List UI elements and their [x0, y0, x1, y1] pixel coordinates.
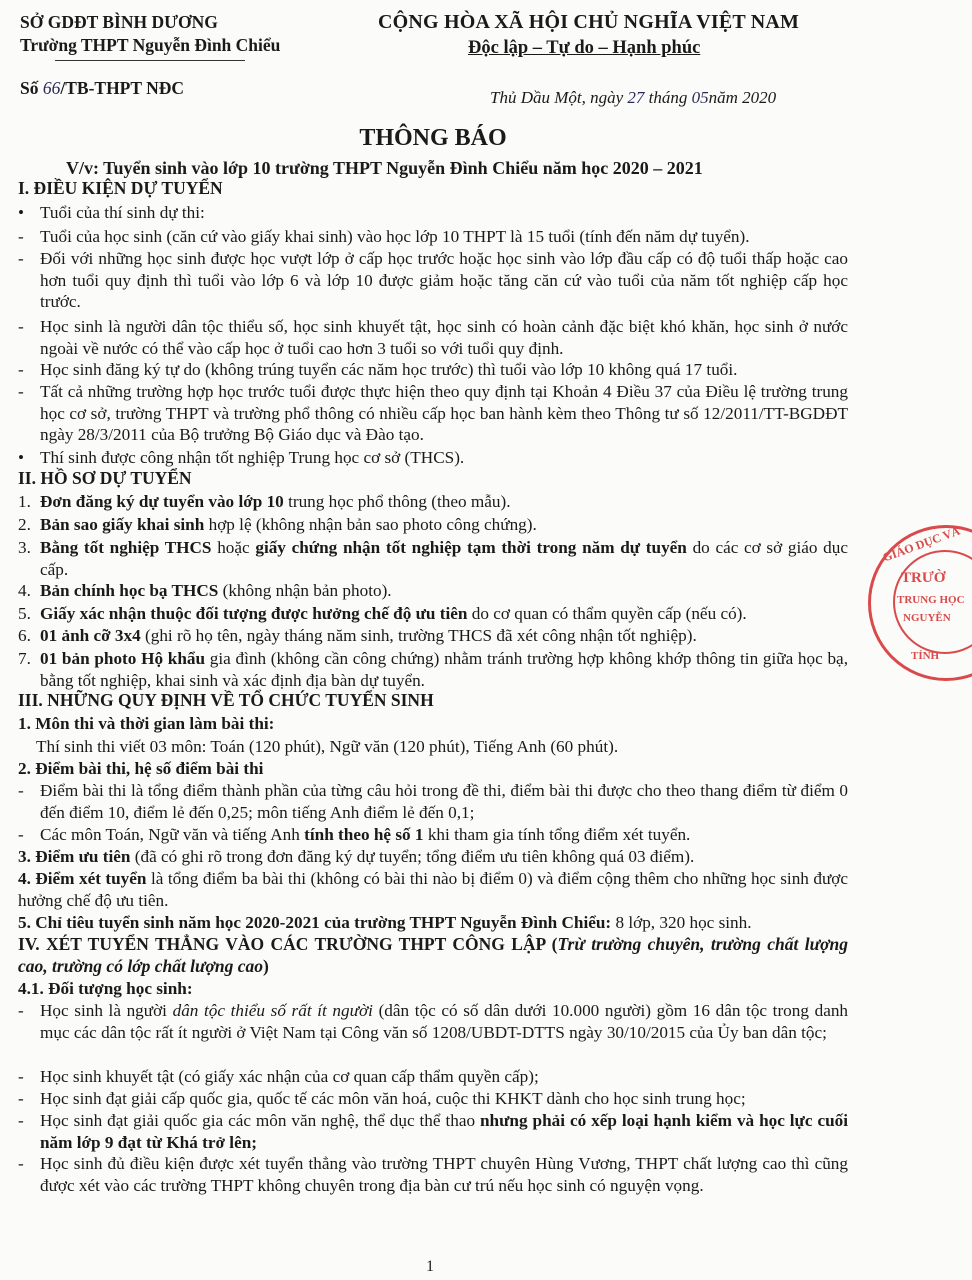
s4-heading-italic: Trừ trường chuyên, trường chất lượng cao, trường có lớp chất lượng cao [18, 934, 848, 976]
s3-sub3-bold: 3. Điểm ưu tiên [18, 847, 131, 866]
date-month-label: tháng [644, 88, 692, 107]
s2-item-7-rest: gia đình (không cần công chứng) nhằm tránh trường hợp không khớp thông tin giữa học bạ, bằng tốt nghiệp, khai sinh và xác định địa bàn dự tuyển. [40, 649, 848, 690]
s4-heading-end: ) [263, 955, 269, 976]
s2-item-4 [40, 580, 848, 602]
header-underline [55, 60, 245, 61]
s2-item-3-mid: hoặc [211, 538, 256, 557]
s2-item-5-bold: Giấy xác nhận thuộc đối tượng được hưởng chế độ ưu tiên [40, 604, 468, 623]
s3-sub3 [18, 846, 848, 868]
s3-sub2-d2 [40, 824, 848, 846]
s4-heading-main: IV. XÉT TUYỂN THẲNG VÀO CÁC TRƯỜNG THPT CÔNG LẬP ( [18, 934, 558, 954]
s1-d1: Tuổi của học sinh (căn cứ vào giấy khai sinh) vào học lớp 10 THPT là 15 tuổi (tính đến năm dự tuyển). [40, 227, 750, 246]
item-number: 7. [18, 649, 31, 668]
s3-sub5 [18, 912, 848, 934]
s2-item-3 [40, 537, 848, 580]
section-2-heading: II. HỒ SƠ DỰ TUYỂN [18, 468, 192, 488]
s3-sub2-d2-a: Các môn Toán, Ngữ văn và tiếng Anh [40, 825, 305, 844]
s2-item-3-rest: do các cơ sở giáo dục cấp. [40, 538, 849, 579]
bullet: • [18, 203, 25, 222]
section-4-heading [18, 934, 848, 977]
s3-sub4 [18, 868, 848, 911]
date-line [490, 87, 776, 109]
s3-sub2-d2-b: tính theo hệ số 1 [304, 825, 424, 844]
s3-sub4-bold: 4. Điểm xét tuyển [18, 869, 147, 888]
doc-number-suffix: /TB-THPT NĐC [60, 78, 185, 98]
dash: - [18, 1154, 24, 1173]
s2-item-1 [40, 491, 848, 513]
item-number: 6. [18, 626, 31, 645]
s3-sub5-rest: 8 lớp, 320 học sinh. [611, 913, 752, 932]
school-name: Trường THPT Nguyễn Đình Chiểu [20, 35, 281, 55]
s3-sub5-bold: 5. Chỉ tiêu tuyển sinh năm học 2020-2021 của trường THPT Nguyễn Đình Chiểu: [18, 913, 612, 932]
dash: - [18, 249, 24, 268]
date-day: 27 [627, 88, 645, 107]
s4-d2: Học sinh khuyết tật (có giấy xác nhận của cơ quan cấp thẩm quyền cấp); [40, 1067, 539, 1086]
s4-d3: Học sinh đạt giải cấp quốc gia, quốc tế các môn văn hoá, cuộc thi KHKT dành cho học sinh trung học; [40, 1089, 746, 1108]
school-stamp [868, 525, 972, 681]
republic-title: CỘNG HÒA XÃ HỘI CHỦ NGHĨA VIỆT NAM [378, 11, 800, 33]
s3-sub2: 2. Điểm bài thi, hệ số điểm bài thi [18, 759, 264, 778]
date-year: năm 2020 [708, 88, 777, 107]
s3-sub2-d1: Điểm bài thi là tổng điểm thành phần của từng câu hỏi trong đề thi, điểm bài thi được cho theo thang điểm từ điểm 0 đến điểm 10, điểm lẻ đến 0,25; môn tiếng Anh điểm lẻ đến 0,1; [40, 781, 848, 822]
doc-title: THÔNG BÁO [359, 125, 507, 151]
s4-sub: 4.1. Đối tượng học sinh: [18, 979, 193, 998]
dash: - [18, 781, 24, 800]
stamp-text-3: NGUYỄN [903, 612, 951, 624]
s1-d2: Đối với những học sinh được học vượt lớp ở cấp học trước hoặc học sinh vào lớp đầu cấp có độ tuổi thấp hoặc cao hơn tuổi quy định thì tuổi vào lớp 6 và lớp 10 được giảm hoặc tăng căn cứ vào tuổi của năm tốt nghiệp cấp học trước. [40, 249, 848, 312]
s4-d4-b: nhưng phải có xếp loại hạnh kiểm và học lực cuối năm lớp 9 đạt từ Khá trở lên; [40, 1111, 849, 1152]
s2-item-6-bold: 01 ảnh cỡ 3x4 [40, 626, 141, 645]
stamp-text-1: TRƯỜ [901, 570, 946, 586]
date-month: 05 [691, 88, 709, 107]
item-number: 1. [18, 492, 31, 511]
dash: - [18, 825, 24, 844]
stamp-text-bottom: TỈNH [911, 650, 940, 662]
item-number: 3. [18, 538, 31, 557]
s4-d1-b: dân tộc thiểu số rất ít người [172, 1001, 373, 1020]
s2-item-5 [40, 603, 848, 625]
s2-item-4-rest: (không nhận bản photo). [218, 581, 392, 600]
s4-d1 [40, 1000, 848, 1043]
section-1-heading: I. ĐIỀU KIỆN DỰ TUYỂN [18, 178, 223, 198]
dash: - [18, 227, 24, 246]
s3-sub3-rest: (đã có ghi rõ trong đơn đăng ký dự tuyển; tổng điểm ưu tiên không quá 03 điểm). [130, 847, 695, 866]
s2-item-2-bold: Bản sao giấy khai sinh [40, 515, 205, 534]
stamp-text-2: TRUNG HỌC [897, 594, 965, 606]
s4-d4-a: Học sinh đạt giải quốc gia các môn văn nghệ, thể dục thể thao [40, 1111, 480, 1130]
s1-grad: Thí sinh được công nhận tốt nghiệp Trung học cơ sở (THCS). [40, 448, 465, 467]
doc-number-handwritten: 66 [42, 78, 61, 98]
dash: - [18, 1067, 24, 1086]
doc-number-prefix: Số [20, 78, 43, 98]
s2-item-4-bold: Bản chính học bạ THCS [40, 581, 219, 600]
stamp-text-top: GIÁO DỤC VÀ [880, 523, 962, 565]
s2-item-3-bold: Bằng tốt nghiệp THCS [40, 538, 212, 557]
doc-number [20, 78, 184, 100]
s4-d1-c: (dân tộc có số dân dưới 10.000 người) gồm 16 dân tộc trong danh mục các dân tộc rất ít người ở Việt Nam tại Công văn số 1208/UBDT-DTTS ngày 30/10/2015 của Ủy ban dân tộc; [40, 1001, 849, 1042]
s1-age-title: Tuổi của thí sinh dự thi: [40, 203, 205, 222]
dash: - [18, 1001, 24, 1020]
motto: Độc lập – Tự do – Hạnh phúc [468, 38, 701, 58]
dash: - [18, 382, 24, 401]
doc-subtitle: V/v: Tuyển sinh vào lớp 10 trường THPT Nguyễn Đình Chiểu năm học 2020 – 2021 [66, 158, 703, 178]
s2-item-3-bold2: giấy chứng nhận tốt nghiệp tạm thời trong năm dự tuyển [255, 538, 687, 557]
dash: - [18, 1089, 24, 1108]
s2-item-1-bold: Đơn đăng ký dự tuyển vào lớp 10 [40, 492, 284, 511]
s2-item-2-rest: hợp lệ (không nhận bản sao photo công chứng). [204, 515, 537, 534]
dash: - [18, 1111, 24, 1130]
s2-item-1-rest: trung học phổ thông (theo mẫu). [283, 492, 511, 511]
date-prefix: Thủ Dầu Một, ngày [490, 88, 628, 107]
s2-item-6 [40, 625, 848, 647]
dash: - [18, 360, 24, 379]
page-number: 1 [426, 1258, 434, 1275]
s3-sub4-rest: là tổng điểm ba bài thi (không có bài thi nào bị điểm 0) và điểm cộng thêm cho những học sinh được hưởng chế độ ưu tiên. [18, 869, 848, 910]
bullet: • [18, 448, 25, 467]
s2-item-6-rest: (ghi rõ họ tên, ngày tháng năm sinh, trường THCS đã xét công nhận tốt nghiệp). [140, 626, 697, 645]
item-number: 2. [18, 515, 31, 534]
dash: - [18, 317, 24, 336]
s2-item-7-bold: 01 bản photo Hộ khẩu [40, 649, 206, 668]
s3-sub2-d2-c: khi tham gia tính tổng điểm xét tuyển. [423, 825, 691, 844]
s4-d4 [40, 1110, 848, 1153]
s4-d1-a: Học sinh là người [40, 1001, 173, 1020]
s1-d5: Tất cả những trường hợp học trước tuổi được thực hiện theo quy định tại Khoản 4 Điều 37 của Điều lệ trường trung học cơ sở, trường THPT và trường phổ thông có nhiều cấp học ban hành kèm theo Thông tư số 12/2011/TT-BGDĐT ngày 28/3/2011 của Bộ trưởng Bộ Giáo dục và Đào tạo. [40, 382, 848, 445]
item-number: 5. [18, 604, 31, 623]
s3-sub1: 1. Môn thi và thời gian làm bài thi: [18, 714, 275, 733]
section-3-heading: III. NHỮNG QUY ĐỊNH VỀ TỔ CHỨC TUYỂN SINH [18, 690, 434, 710]
s3-sub1-text: Thí sinh thi viết 03 môn: Toán (120 phút), Ngữ văn (120 phút), Tiếng Anh (60 phút). [36, 737, 619, 756]
s4-d5: Học sinh đủ điều kiện được xét tuyển thẳng vào trường THPT chuyên Hùng Vương, THPT chất lượng cao thì cũng được xét vào các trường THPT không chuyên trong địa bàn cư trú nếu học sinh có nguyện vọng. [40, 1154, 848, 1195]
s2-item-7 [40, 648, 848, 691]
s2-item-5-rest: do cơ quan có thẩm quyền cấp (nếu có). [467, 604, 747, 623]
s1-d4: Học sinh đăng ký tự do (không trúng tuyển các năm học trước) thì tuổi vào lớp 10 không quá 17 tuổi. [40, 360, 738, 379]
item-number: 4. [18, 581, 31, 600]
org-name: SỞ GDĐT BÌNH DƯƠNG [20, 12, 218, 32]
s1-d3: Học sinh là người dân tộc thiểu số, học sinh khuyết tật, học sinh có hoàn cảnh đặc biệt khó khăn, học sinh ở nước ngoài về nước có thể vào cấp học ở tuổi cao hơn 3 tuổi so với tuổi quy định. [40, 317, 848, 358]
s2-item-2 [40, 514, 848, 536]
